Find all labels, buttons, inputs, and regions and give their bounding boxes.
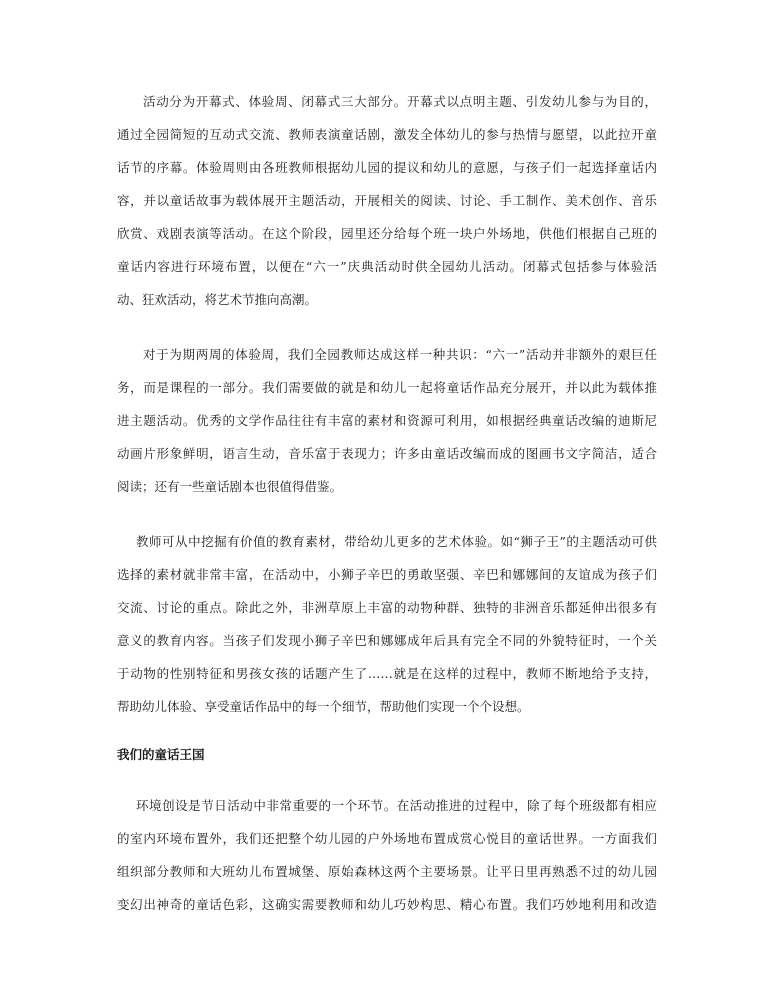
- paragraph-4-line-4: 变幻出神奇的童话色彩，这确实需要教师和幼儿巧妙构思、精心布置。我们巧妙地利用和改造: [117, 897, 657, 912]
- paragraph-4-line-3: 组织部分教师和大班幼儿布置城堡、原始森林这两个主要场景。让平日里再熟悉不过的幼儿园: [117, 864, 657, 879]
- paragraph-4-line-1: 环境创设是节日活动中非常重要的一个环节。在活动推进的过程中，除了每个班级都有相应: [136, 798, 657, 813]
- paragraph-3-line-4: 意义的教育内容。当孩子们发现小狮子辛巴和娜娜成年后具有完全不同的外貌特征时，一个关: [117, 633, 657, 648]
- paragraph-2-line-5: 阅读；还有一些童话剧本也很值得借鉴。: [117, 479, 343, 494]
- paragraph-4-line-2: 的室内环境布置外，我们还把整个幼儿园的户外场地布置成赏心悦目的童话世界。一方面我们: [117, 831, 657, 846]
- paragraph-3-line-3: 交流、讨论的重点。除此之外，非洲草原上丰富的动物种群、独特的非洲音乐都延伸出很多有: [117, 600, 657, 615]
- paragraph-1-line-6: 童话内容进行环境布置，以便在“六一”庆典活动时供全园幼儿活动。闭幕式包括参与体验活: [117, 259, 657, 274]
- paragraph-3-line-5: 于动物的性别特征和男孩女孩的话题产生了……就是在这样的过程中，教师不断地给予支持，: [117, 666, 657, 681]
- paragraph-3-line-6: 帮助幼儿体验、享受童话作品中的每一个细节，帮助他们实现一个个设想。: [117, 699, 530, 714]
- paragraph-1-line-1: 活动分为开幕式、体验周、闭幕式三大部分。开幕式以点明主题、引发幼儿参与为目的，: [143, 94, 657, 109]
- paragraph-1-line-3: 话节的序幕。体验周则由各班教师根据幼儿园的提议和幼儿的意愿，与孩子们一起选择童话内: [117, 160, 657, 175]
- paragraph-2-line-3: 进主题活动。优秀的文学作品往往有丰富的素材和资源可利用，如根据经典童话改编的迪斯尼: [117, 413, 657, 428]
- paragraph-2-line-4: 动画片形象鲜明，语言生动，音乐富于表现力；许多由童话改编而成的图画书文字简洁，适合: [117, 446, 657, 461]
- section-heading: 我们的童话王国: [117, 747, 205, 762]
- paragraph-1-line-4: 容，并以童话故事为载体展开主题活动，开展相关的阅读、讨论、手工制作、美术创作、音乐: [117, 193, 657, 208]
- paragraph-1-line-7: 动、狂欢活动，将艺术节推向高潮。: [117, 292, 318, 307]
- paragraph-2-line-2: 务，而是课程的一部分。我们需要做的就是和幼儿一起将童话作品充分展开，并以此为载体推: [117, 380, 657, 395]
- paragraph-1-line-2: 通过全园简短的互动式交流、教师表演童话剧，激发全体幼儿的参与热情与愿望，以此拉开童: [117, 127, 657, 142]
- paragraph-2-line-1: 对于为期两周的体验周，我们全园教师达成这样一种共识：“六一”活动并非额外的艰巨任: [143, 347, 657, 362]
- paragraph-3-line-1: 教师可从中挖掘有价值的教育素材，带给幼儿更多的艺术体验。如“狮子王”的主题活动可供: [136, 534, 657, 549]
- paragraph-1-line-5: 欣赏、戏剧表演等活动。在这个阶段，园里还分给每个班一块户外场地，供他们根据自己班的: [117, 226, 657, 241]
- paragraph-3-line-2: 选择的素材就非常丰富，在活动中，小狮子辛巴的勇敢坚强、辛巴和娜娜间的友谊成为孩子们: [117, 567, 657, 582]
